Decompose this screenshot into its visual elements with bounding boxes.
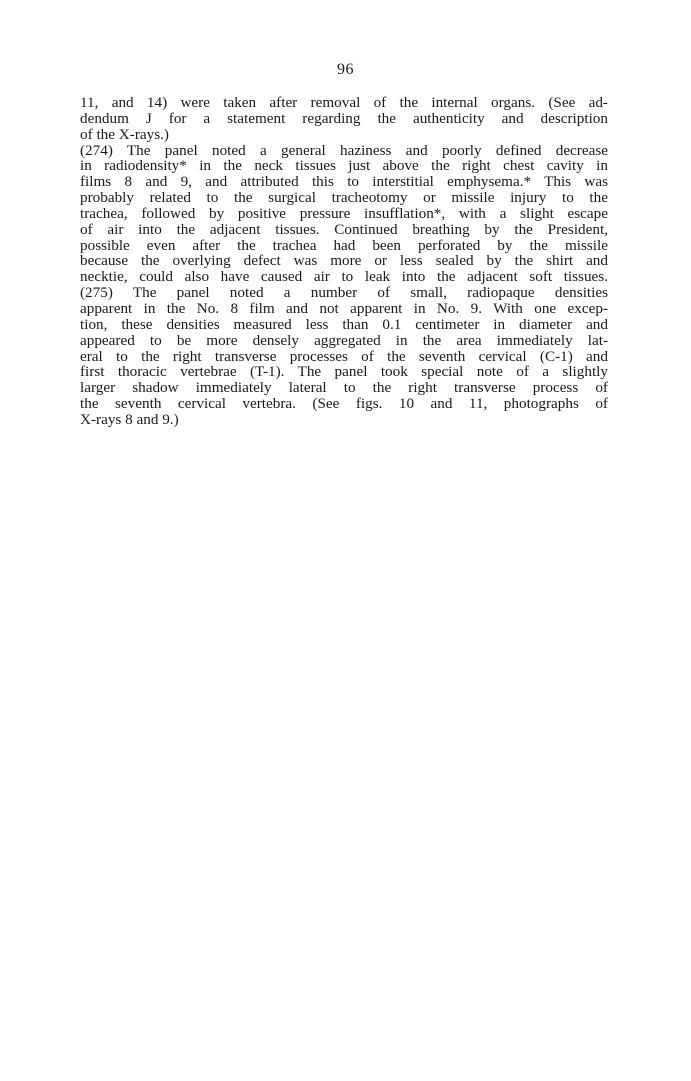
paragraph-275-start: (275) The panel noted a number of small, radiopaque densities	[80, 284, 608, 302]
text-line: eral to the right transverse processes of the seventh cervical (C-1) and	[80, 347, 608, 365]
page-number: 96	[337, 61, 354, 78]
text-line: films 8 and 9, and attributed this to interstitial emphysema.* This was	[80, 173, 608, 191]
text-line: larger shadow immediately lateral to the right transverse process of	[80, 379, 608, 397]
text-line: tion, these densities measured less than 0.1 centimeter in diameter and	[80, 315, 608, 333]
text-line: necktie, could also have caused air to leak into the adjacent soft tissues.	[80, 268, 608, 286]
text-line: of air into the adjacent tissues. Continued breathing by the President,	[80, 220, 608, 238]
text-line: first thoracic vertebrae (T-1). The panel took special note of a slightly	[80, 363, 608, 381]
text-line: in radiodensity* in the neck tissues just above the right chest cavity in	[80, 157, 608, 175]
text-line: 11, and 14) were taken after removal of the internal organs. (See ad-	[80, 94, 608, 111]
text-line: dendum J for a statement regarding the authenticity and description	[80, 109, 608, 127]
body-text	[80, 95, 608, 428]
text-line: X-rays 8 and 9.)	[80, 410, 179, 428]
text-line: because the overlying defect was more or less sealed by the shirt and	[80, 252, 608, 270]
text-line: trachea, followed by positive pressure insufflation*, with a slight escape	[80, 204, 608, 222]
text-line: possible even after the trachea had been perforated by the missile	[80, 236, 608, 254]
text-line: appeared to be more densely aggregated in the area immediately lat-	[80, 331, 608, 349]
text-line: the seventh cervical vertebra. (See figs. 10 and 11, photographs of	[80, 395, 608, 413]
text-line: probably related to the surgical tracheotomy or missile injury to the	[80, 189, 608, 207]
paragraph-274-start: (274) The panel noted a general haziness and poorly defined decrease	[80, 141, 608, 159]
text-line: of the X-rays.)	[80, 125, 169, 143]
text-line: apparent in the No. 8 film and not apparent in No. 9. With one excep-	[80, 299, 608, 317]
